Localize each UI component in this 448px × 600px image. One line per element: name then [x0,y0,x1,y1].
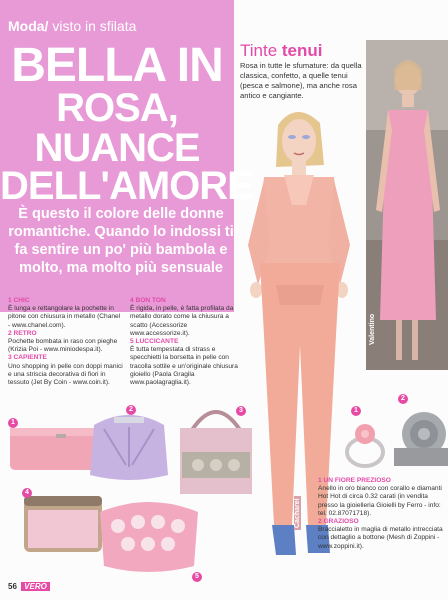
sidebar-title-bold: tenui [281,41,323,60]
sidebar-title-light: Tinte [240,41,282,60]
caption-title: LUCCICANTE [135,338,179,346]
caption-text: Uno shopping in pelle con doppi manici e una striscia decorativa di fiori in tessuto (Jet By Coin - www.coin.it). [8,362,123,387]
product-caption [8,354,124,387]
product-caption [318,518,444,551]
product-image-shopper [174,400,258,500]
magazine-logo: VERO [21,582,50,591]
headline-line-2: ROSA, NUANCE [34,86,200,170]
product-image-ring [340,414,390,470]
page-footer [8,582,50,591]
sidebar-title [240,41,323,61]
caption-num: 4 [130,297,134,304]
product-badge: 1 [351,406,361,416]
product-badge: 5 [192,572,202,582]
caption-title: BON TON [135,297,166,304]
caption-text: Anello in oro bianco con corallo e diamanti Hot Hot di circa 0.32 carati (in vendita presso la gioielleria Gioielli by Ferro - info: tel. 02.87071718). [318,485,442,517]
caption-text: È tutta tempestata di strass e specchietti la borsetta in pelle con tracolla sottile e un'originale chiusura gioiello (Paola Gragila www.paolagraglia.it). [130,346,238,387]
sidebar-body: Rosa in tutte le sfumature: da quella classica, confetto, a quelle tenui (pesca e salmone), ma anche rosa antico e cangiante. [240,61,362,100]
headline-line-1: BELLA IN [11,39,223,92]
caption-title: GRAZIOSO [323,518,359,526]
caption-num: 2 [318,518,322,526]
caption-num: 2 [8,329,12,337]
headline-panel [0,0,253,312]
caption-text: È rigida, in pelle, è fatta profilata da metallo dorato come la chiusura a scatto (Accessorize www.accessorize.it). [130,305,234,337]
photo-credit-cacharel: Cacharel [294,498,301,528]
caption-text: Pochette bombata in raso con pieghe (Krizia Poi - www.miniodespa.it). [8,338,118,354]
product-caption [8,330,124,355]
product-badge: 4 [22,488,32,498]
product-list-right [318,477,444,551]
caption-title: CAPIENTE [13,354,47,362]
product-caption [8,297,124,330]
product-badge: 3 [236,406,246,416]
product-image-bracelet [394,398,448,476]
product-image-clutch-mirror [94,496,204,574]
caption-num: 1 [318,477,322,484]
runway-model-illustration [366,40,448,370]
runway-photo-valentino [366,40,448,370]
caption-text: È lunga e rettangolare la pochette in pitone con chiusura in metallo (Chanel - www.chanel.com). [8,305,121,329]
subheadline: È questo il colore delle donne romantiche. Quando lo indossi ti fa sentire un po' più bambola e molto, ma molto più sensuale [8,206,234,276]
caption-title: UN FIORE PREZIOSO [323,477,391,484]
section-subtitle: visto in sfilata [48,18,137,34]
caption-title: CHIC [13,297,30,304]
product-badge: 2 [398,394,408,404]
caption-num: 5 [130,338,134,346]
product-list-left-col1 [8,297,124,387]
product-caption [130,338,238,387]
product-list-left-col2 [130,297,238,387]
product-badge: 1 [8,418,18,428]
headline [0,39,253,208]
page-number: 56 [8,582,17,591]
caption-title: RETRO [13,329,37,337]
caption-num: 3 [8,354,12,362]
caption-num: 1 [8,297,12,304]
caption-text: Braccialetto in maglia di metallo intrecciata con dettaglio a bottone (Mesh di Zoppini - www.zoppini.it). [318,526,443,550]
product-image-pouch-lilac [84,405,174,485]
section-tag [8,18,136,34]
product-badge: 2 [126,405,136,415]
headline-line-3: DELL'AMORE [0,164,253,208]
section-title: Moda/ [8,18,49,34]
product-caption [130,297,238,338]
photo-credit-valentino: Valentino [369,313,376,345]
product-image-clutch-gold [22,490,104,558]
product-caption [318,477,444,518]
